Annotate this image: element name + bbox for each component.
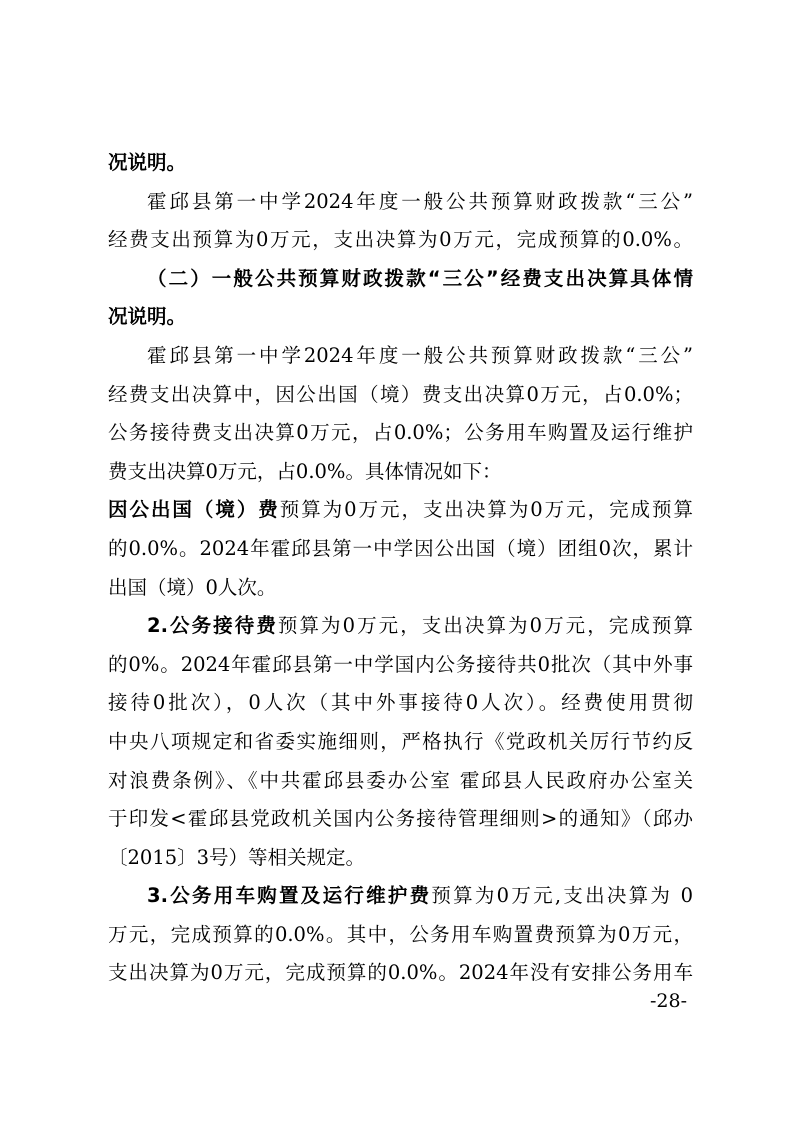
paragraph-line: 接待0批次），0人次（其中外事接待0人次）。经费使用贯彻 xyxy=(108,691,693,715)
item-text: 预算为0万元，支出决算为0万元，完成预算 xyxy=(277,614,693,638)
paragraph-line: 费支出决算0万元，占0.0%。具体情况如下： xyxy=(108,459,502,483)
document-body xyxy=(108,144,693,993)
paragraph-line: 经费支出预算为0万元，支出决算为0万元，完成预算的0.0%。 xyxy=(108,228,693,252)
item-title: 3.公务用车购置及运行维护费 xyxy=(147,884,432,908)
paragraph-line xyxy=(108,877,693,916)
paragraph-line: 经费支出决算中，因公出国（境）费支出决算0万元，占0.0%； xyxy=(108,382,693,406)
paragraph-line: 的0.0%。2024年霍邱县第一中学因公出国（境）团组0次，累计 xyxy=(108,536,693,560)
item-title: 因公出国（境）费 xyxy=(108,498,280,522)
page-number: -28- xyxy=(650,990,688,1012)
item-text: 预算为0万元,支出决算为 0 xyxy=(431,884,693,908)
paragraph-line: 霍邱县第一中学2024年度一般公共预算财政拨款“三公” xyxy=(147,343,693,367)
paragraph-line: 霍邱县第一中学2024年度一般公共预算财政拨款“三公” xyxy=(147,189,693,213)
paragraph-line: 于印发<霍邱县党政机关国内公务接待管理细则>的通知》（邱办 xyxy=(108,807,693,831)
paragraph-line xyxy=(108,607,693,646)
paragraph-line: 况说明。 xyxy=(108,151,187,174)
paragraph-line: 〔2015〕3号）等相关规定。 xyxy=(108,845,366,869)
item-title: 2.公务接待费 xyxy=(147,614,278,638)
section-heading-cont: 况说明。 xyxy=(108,305,187,329)
paragraph-line: 公务接待费支出决算0万元，占0.0%；公务用车购置及运行维护 xyxy=(108,421,693,445)
paragraph-line: 支出决算为0万元，完成预算的0.0%。2024年没有安排公务用车 xyxy=(108,961,693,985)
paragraph-line: 的0%。2024年霍邱县第一中学国内公务接待共0批次（其中外事 xyxy=(108,652,693,676)
section-heading: （二）一般公共预算财政拨款“三公”经费支出决算具体情 xyxy=(147,266,693,290)
paragraph-line: 对浪费条例》、《中共霍邱县委办公室 霍邱县人民政府办公室关 xyxy=(108,768,693,792)
item-text: 预算为0万元，支出决算为0万元，完成预算 xyxy=(279,498,693,522)
paragraph-line xyxy=(108,491,693,530)
paragraph-line: 万元，完成预算的0.0%。其中，公务用车购置费预算为0万元， xyxy=(108,922,693,946)
paragraph-line: 中央八项规定和省委实施细则，严格执行《党政机关厉行节约反 xyxy=(108,729,693,753)
paragraph-line: 出国（境）0人次。 xyxy=(108,575,277,599)
